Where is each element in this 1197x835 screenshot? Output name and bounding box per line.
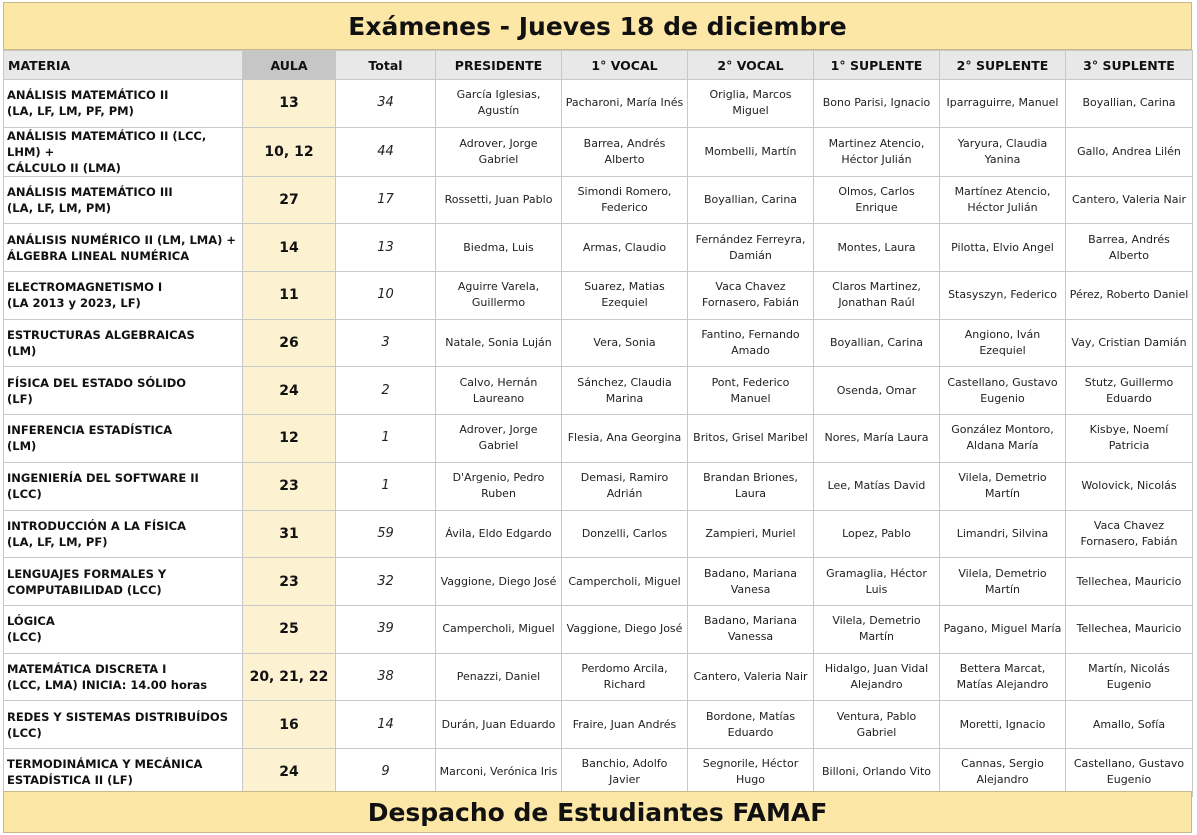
suplente-1-cell: Nores, María Laura: [814, 415, 940, 463]
aula-cell: 23: [243, 558, 336, 606]
total-cell: 10: [336, 272, 436, 320]
suplente-3-cell: Stutz, Guillermo Eduardo: [1066, 367, 1193, 415]
vocal-1-cell: Banchio, Adolfo Javier: [562, 748, 688, 796]
table-row: [4, 127, 1193, 176]
vocal-2-cell: Vaca Chavez Fornasero, Fabián: [688, 272, 814, 320]
suplente-2-cell: Pagano, Miguel María: [940, 605, 1066, 653]
presidente-cell: D'Argenio, Pedro Ruben: [436, 462, 562, 510]
suplente-2-cell: Iparraguirre, Manuel: [940, 80, 1066, 128]
suplente-1-cell: Lee, Matías David: [814, 462, 940, 510]
vocal-2-cell: Brandan Briones, Laura: [688, 462, 814, 510]
vocal-2-cell: Bordone, Matías Eduardo: [688, 701, 814, 749]
materia-cell: [4, 224, 243, 272]
aula-cell: 23: [243, 462, 336, 510]
materia-cell: [4, 605, 243, 653]
suplente-1-cell: Vilela, Demetrio Martín: [814, 605, 940, 653]
suplente-3-cell: Boyallian, Carina: [1066, 80, 1193, 128]
suplente-3-cell: Kisbye, Noemí Patricia: [1066, 415, 1193, 463]
materia-detail: (LM): [7, 439, 37, 454]
aula-cell: 16: [243, 701, 336, 749]
aula-cell: 31: [243, 510, 336, 558]
materia-cell: [4, 319, 243, 367]
column-header-presidente: PRESIDENTE: [436, 51, 562, 80]
total-cell: 2: [336, 367, 436, 415]
materia-detail: ÁLGEBRA LINEAL NUMÉRICA: [7, 248, 190, 263]
vocal-2-cell: Segnorile, Héctor Hugo: [688, 748, 814, 796]
materia-name: FÍSICA DEL ESTADO SÓLIDO: [7, 375, 187, 390]
materia-cell: [4, 558, 243, 606]
materia-name: INFERENCIA ESTADÍSTICA: [7, 423, 173, 438]
aula-cell: 12: [243, 415, 336, 463]
materia-cell: [4, 415, 243, 463]
vocal-2-cell: Cantero, Valeria Nair: [688, 653, 814, 701]
suplente-2-cell: Cannas, Sergio Alejandro: [940, 748, 1066, 796]
presidente-cell: Rossetti, Juan Pablo: [436, 176, 562, 224]
materia-detail: (LM): [7, 344, 37, 359]
vocal-1-cell: Perdomo Arcila, Richard: [562, 653, 688, 701]
presidente-cell: García Iglesias, Agustín: [436, 80, 562, 128]
total-cell: 38: [336, 653, 436, 701]
vocal-1-cell: Pacharoni, María Inés: [562, 80, 688, 128]
total-cell: 44: [336, 127, 436, 176]
suplente-3-cell: Gallo, Andrea Lilén: [1066, 127, 1193, 176]
vocal-2-cell: Pont, Federico Manuel: [688, 367, 814, 415]
aula-cell: 27: [243, 176, 336, 224]
aula-cell: 11: [243, 272, 336, 320]
suplente-2-cell: Stasyszyn, Federico: [940, 272, 1066, 320]
materia-name: TERMODINÁMICA Y MECÁNICA: [7, 757, 203, 772]
materia-name: ELECTROMAGNETISMO I: [7, 280, 163, 295]
materia-detail: COMPUTABILIDAD (LCC): [7, 582, 162, 597]
table-row: [4, 176, 1193, 224]
vocal-1-cell: Barrea, Andrés Alberto: [562, 127, 688, 176]
aula-cell: 10, 12: [243, 127, 336, 176]
vocal-1-cell: Demasi, Ramiro Adrián: [562, 462, 688, 510]
materia-cell: [4, 701, 243, 749]
suplente-3-cell: Tellechea, Mauricio: [1066, 605, 1193, 653]
total-cell: 1: [336, 415, 436, 463]
suplente-2-cell: Vilela, Demetrio Martín: [940, 462, 1066, 510]
suplente-2-cell: Bettera Marcat, Matías Alejandro: [940, 653, 1066, 701]
column-header-suplente-2: 2° SUPLENTE: [940, 51, 1066, 80]
suplente-3-cell: Vay, Cristian Damián: [1066, 319, 1193, 367]
aula-cell: 25: [243, 605, 336, 653]
suplente-1-cell: Montes, Laura: [814, 224, 940, 272]
total-cell: 1: [336, 462, 436, 510]
vocal-2-cell: Britos, Grisel Maribel: [688, 415, 814, 463]
table-row: [4, 653, 1193, 701]
materia-name: ESTRUCTURAS ALGEBRAICAS: [7, 328, 195, 343]
table-row: [4, 319, 1193, 367]
materia-detail: (LA, LF, LM, PF): [7, 534, 108, 549]
aula-cell: 24: [243, 367, 336, 415]
presidente-cell: Vaggione, Diego José: [436, 558, 562, 606]
suplente-3-cell: Vaca Chavez Fornasero, Fabián: [1066, 510, 1193, 558]
materia-detail: ESTADÍSTICA II (LF): [7, 773, 133, 788]
suplente-2-cell: Vilela, Demetrio Martín: [940, 558, 1066, 606]
suplente-3-cell: Amallo, Sofía: [1066, 701, 1193, 749]
presidente-cell: Natale, Sonia Luján: [436, 319, 562, 367]
materia-detail: (LCC): [7, 487, 42, 502]
materia-name: ANÁLISIS NUMÉRICO II (LM, LMA) +: [7, 232, 237, 247]
suplente-2-cell: Limandri, Silvina: [940, 510, 1066, 558]
suplente-1-cell: Ventura, Pablo Gabriel: [814, 701, 940, 749]
presidente-cell: Ávila, Eldo Edgardo: [436, 510, 562, 558]
vocal-1-cell: Armas, Claudio: [562, 224, 688, 272]
vocal-1-cell: Flesia, Ana Georgina: [562, 415, 688, 463]
vocal-2-cell: Badano, Mariana Vanessa: [688, 605, 814, 653]
suplente-2-cell: Moretti, Ignacio: [940, 701, 1066, 749]
vocal-2-cell: Boyallian, Carina: [688, 176, 814, 224]
suplente-2-cell: González Montoro, Aldana María: [940, 415, 1066, 463]
vocal-1-cell: Campercholi, Miguel: [562, 558, 688, 606]
total-cell: 39: [336, 605, 436, 653]
materia-name: ANÁLISIS MATEMÁTICO II: [7, 88, 169, 103]
column-header-total: Total: [336, 51, 436, 80]
suplente-2-cell: Pilotta, Elvio Angel: [940, 224, 1066, 272]
suplente-1-cell: Bono Parisi, Ignacio: [814, 80, 940, 128]
suplente-2-cell: Martínez Atencio, Héctor Julián: [940, 176, 1066, 224]
table-row: [4, 272, 1193, 320]
vocal-2-cell: Mombelli, Martín: [688, 127, 814, 176]
materia-name: ANÁLISIS MATEMÁTICO III: [7, 185, 173, 200]
table-row: [4, 510, 1193, 558]
column-header-aula: AULA: [243, 51, 336, 80]
vocal-1-cell: Vaggione, Diego José: [562, 605, 688, 653]
vocal-1-cell: Vera, Sonia: [562, 319, 688, 367]
suplente-3-cell: Pérez, Roberto Daniel: [1066, 272, 1193, 320]
column-header-materia: MATERIA: [4, 51, 243, 80]
footer-title: Despacho de Estudiantes FAMAF: [3, 791, 1192, 833]
materia-cell: [4, 510, 243, 558]
suplente-3-cell: Martín, Nicolás Eugenio: [1066, 653, 1193, 701]
aula-cell: 26: [243, 319, 336, 367]
total-cell: 17: [336, 176, 436, 224]
presidente-cell: Aguirre Varela, Guillermo: [436, 272, 562, 320]
materia-name: LÓGICA: [7, 614, 55, 629]
column-header-vocal-1: 1° VOCAL: [562, 51, 688, 80]
materia-name: REDES Y SISTEMAS DISTRIBUÍDOS: [7, 709, 228, 724]
materia-detail: (LA, LF, LM, PM): [7, 201, 112, 216]
materia-detail: (LF): [7, 391, 33, 406]
materia-name: LENGUAJES FORMALES Y: [7, 566, 167, 581]
materia-cell: [4, 367, 243, 415]
suplente-1-cell: Boyallian, Carina: [814, 319, 940, 367]
table-row: [4, 701, 1193, 749]
column-header-suplente-3: 3° SUPLENTE: [1066, 51, 1193, 80]
vocal-2-cell: Zampieri, Muriel: [688, 510, 814, 558]
suplente-1-cell: Hidalgo, Juan Vidal Alejandro: [814, 653, 940, 701]
table-row: [4, 605, 1193, 653]
aula-cell: 13: [243, 80, 336, 128]
vocal-1-cell: Simondi Romero, Federico: [562, 176, 688, 224]
materia-detail: (LA, LF, LM, PF, PM): [7, 104, 134, 119]
presidente-cell: Biedma, Luis: [436, 224, 562, 272]
materia-cell: [4, 653, 243, 701]
total-cell: 32: [336, 558, 436, 606]
suplente-1-cell: Martinez Atencio, Héctor Julián: [814, 127, 940, 176]
aula-cell: 14: [243, 224, 336, 272]
presidente-cell: Campercholi, Miguel: [436, 605, 562, 653]
suplente-1-cell: Gramaglia, Héctor Luis: [814, 558, 940, 606]
vocal-2-cell: Fernández Ferreyra, Damián: [688, 224, 814, 272]
presidente-cell: Calvo, Hernán Laureano: [436, 367, 562, 415]
materia-cell: [4, 80, 243, 128]
header-row: [4, 51, 1193, 80]
exam-schedule-table: [3, 50, 1193, 797]
materia-cell: [4, 748, 243, 796]
materia-detail: (LCC): [7, 725, 42, 740]
presidente-cell: Adrover, Jorge Gabriel: [436, 415, 562, 463]
column-header-vocal-2: 2° VOCAL: [688, 51, 814, 80]
suplente-1-cell: Billoni, Orlando Vito: [814, 748, 940, 796]
vocal-1-cell: Suarez, Matias Ezequiel: [562, 272, 688, 320]
suplente-3-cell: Tellechea, Mauricio: [1066, 558, 1193, 606]
column-header-suplente-1: 1° SUPLENTE: [814, 51, 940, 80]
presidente-cell: Marconi, Verónica Iris: [436, 748, 562, 796]
vocal-1-cell: Fraire, Juan Andrés: [562, 701, 688, 749]
suplente-3-cell: Barrea, Andrés Alberto: [1066, 224, 1193, 272]
table-row: [4, 415, 1193, 463]
table-row: [4, 224, 1193, 272]
table-row: [4, 748, 1193, 796]
table-body: [4, 80, 1193, 797]
materia-cell: [4, 127, 243, 176]
suplente-1-cell: Lopez, Pablo: [814, 510, 940, 558]
suplente-2-cell: Angiono, Iván Ezequiel: [940, 319, 1066, 367]
total-cell: 59: [336, 510, 436, 558]
materia-cell: [4, 462, 243, 510]
vocal-2-cell: Fantino, Fernando Amado: [688, 319, 814, 367]
vocal-2-cell: Badano, Mariana Vanesa: [688, 558, 814, 606]
suplente-3-cell: Wolovick, Nicolás: [1066, 462, 1193, 510]
table-row: [4, 367, 1193, 415]
table-row: [4, 558, 1193, 606]
materia-cell: [4, 176, 243, 224]
materia-detail: (LA 2013 y 2023, LF): [7, 296, 141, 311]
suplente-3-cell: Cantero, Valeria Nair: [1066, 176, 1193, 224]
materia-name: INTRODUCCIÓN A LA FÍSICA: [7, 518, 186, 533]
materia-detail: CÁLCULO II (LMA): [7, 160, 121, 175]
total-cell: 3: [336, 319, 436, 367]
total-cell: 9: [336, 748, 436, 796]
materia-cell: [4, 272, 243, 320]
aula-cell: 24: [243, 748, 336, 796]
materia-name: ANÁLISIS MATEMÁTICO II (LCC, LHM) +: [7, 128, 207, 159]
table-row: [4, 462, 1193, 510]
materia-detail: (LCC): [7, 630, 42, 645]
suplente-2-cell: Yaryura, Claudia Yanina: [940, 127, 1066, 176]
presidente-cell: Penazzi, Daniel: [436, 653, 562, 701]
materia-name: INGENIERÍA DEL SOFTWARE II: [7, 471, 199, 486]
aula-cell: 20, 21, 22: [243, 653, 336, 701]
vocal-1-cell: Sánchez, Claudia Marina: [562, 367, 688, 415]
vocal-2-cell: Origlia, Marcos Miguel: [688, 80, 814, 128]
materia-detail: (LCC, LMA) INICIA: 14.00 horas: [7, 677, 208, 692]
page-title: Exámenes - Jueves 18 de diciembre: [3, 2, 1192, 50]
presidente-cell: Durán, Juan Eduardo: [436, 701, 562, 749]
vocal-1-cell: Donzelli, Carlos: [562, 510, 688, 558]
total-cell: 34: [336, 80, 436, 128]
materia-name: MATEMÁTICA DISCRETA I: [7, 661, 167, 676]
total-cell: 14: [336, 701, 436, 749]
suplente-1-cell: Claros Martinez, Jonathan Raúl: [814, 272, 940, 320]
suplente-1-cell: Osenda, Omar: [814, 367, 940, 415]
table-row: [4, 80, 1193, 128]
presidente-cell: Adrover, Jorge Gabriel: [436, 127, 562, 176]
suplente-1-cell: Olmos, Carlos Enrique: [814, 176, 940, 224]
total-cell: 13: [336, 224, 436, 272]
suplente-3-cell: Castellano, Gustavo Eugenio: [1066, 748, 1193, 796]
suplente-2-cell: Castellano, Gustavo Eugenio: [940, 367, 1066, 415]
